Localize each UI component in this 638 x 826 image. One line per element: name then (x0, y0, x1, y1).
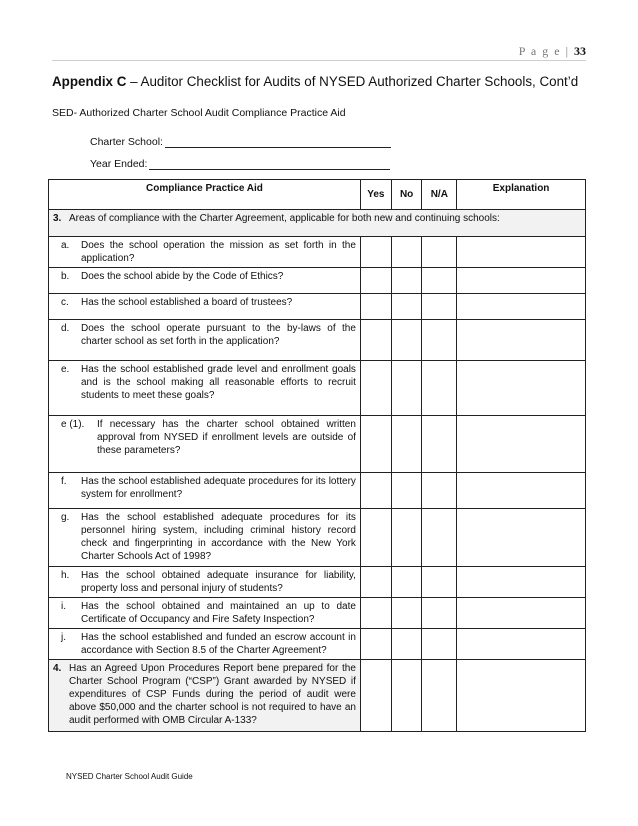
checklist-table (48, 179, 586, 732)
section-4-row: 4. Has an Agreed Upon Procedures Report bene prepared for the Charter School Program (“CSP”) Grant awarded by NYSED if expenditures of CSP Funds during the period of audit were above $50,000 and the charter school is not required to have an audit performed with OMB Circular A-133? (49, 660, 586, 732)
footer: NYSED Charter School Audit Guide (66, 772, 193, 781)
col-na: N/A (422, 180, 457, 210)
explanation-cell[interactable] (457, 598, 586, 629)
table-row: j. Has the school established and funded an escrow account in accordance with Section 8.5 of the Charter Agreement? (49, 629, 586, 660)
yes-cell[interactable] (360, 361, 391, 416)
col-explanation: Explanation (457, 180, 586, 210)
explanation-cell[interactable] (457, 509, 586, 567)
na-cell[interactable] (422, 598, 457, 629)
no-cell[interactable] (391, 320, 422, 361)
no-cell[interactable] (391, 294, 422, 320)
no-cell[interactable] (391, 629, 422, 660)
explanation-cell[interactable] (457, 361, 586, 416)
table-row: e (1). If necessary has the charter school obtained written approval from NYSED if enrollment levels are outside of these parameters? (49, 416, 586, 473)
no-cell[interactable] (391, 509, 422, 567)
na-cell[interactable] (422, 629, 457, 660)
section-3-row: 3. Areas of compliance with the Charter Agreement, applicable for both new and continuing schools: (49, 210, 586, 237)
yes-cell[interactable] (360, 660, 391, 732)
col-aid: Compliance Practice Aid (49, 180, 361, 210)
no-cell[interactable] (391, 416, 422, 473)
table-row: h. Has the school obtained adequate insurance for liability, property loss and personal injury of students? (49, 567, 586, 598)
explanation-cell[interactable] (457, 320, 586, 361)
yes-cell[interactable] (360, 598, 391, 629)
no-cell[interactable] (391, 660, 422, 732)
na-cell[interactable] (422, 320, 457, 361)
na-cell[interactable] (422, 509, 457, 567)
explanation-cell[interactable] (457, 473, 586, 509)
table-row: c. Has the school established a board of trustees? (49, 294, 586, 320)
no-cell[interactable] (391, 473, 422, 509)
explanation-cell[interactable] (457, 416, 586, 473)
no-cell[interactable] (391, 567, 422, 598)
yes-cell[interactable] (360, 629, 391, 660)
explanation-cell[interactable] (457, 567, 586, 598)
na-cell[interactable] (422, 473, 457, 509)
explanation-cell[interactable] (457, 268, 586, 294)
col-no: No (391, 180, 422, 210)
na-cell[interactable] (422, 660, 457, 732)
na-cell[interactable] (422, 567, 457, 598)
no-cell[interactable] (391, 598, 422, 629)
na-cell[interactable] (422, 294, 457, 320)
table-row: b. Does the school abide by the Code of Ethics? (49, 268, 586, 294)
no-cell[interactable] (391, 268, 422, 294)
no-cell[interactable] (391, 361, 422, 416)
explanation-cell[interactable] (457, 629, 586, 660)
table-row: d. Does the school operate pursuant to the by-laws of the charter school as set forth in the application? (49, 320, 586, 361)
explanation-cell[interactable] (457, 294, 586, 320)
table-row: e. Has the school established grade level and enrollment goals and is the school making all reasonable efforts to recruit students to meet these goals? (49, 361, 586, 416)
yes-cell[interactable] (360, 268, 391, 294)
na-cell[interactable] (422, 268, 457, 294)
page-title: Appendix C – Auditor Checklist for Audits of NYSED Authorized Charter Schools, Cont’d (52, 74, 579, 89)
page-number: P a g e | 33 (518, 44, 586, 58)
table-row: a. Does the school operation the mission as set forth in the application? (49, 237, 586, 268)
yes-cell[interactable] (360, 473, 391, 509)
yes-cell[interactable] (360, 320, 391, 361)
subtitle: SED- Authorized Charter School Audit Compliance Practice Aid (52, 107, 346, 119)
table-row: i. Has the school obtained and maintained an up to date Certificate of Occupancy and Fire Safety Inspection? (49, 598, 586, 629)
yes-cell[interactable] (360, 294, 391, 320)
na-cell[interactable] (422, 237, 457, 268)
yes-cell[interactable] (360, 237, 391, 268)
no-cell[interactable] (391, 237, 422, 268)
year-ended-field: Year Ended: (90, 158, 390, 170)
yes-cell[interactable] (360, 567, 391, 598)
na-cell[interactable] (422, 361, 457, 416)
explanation-cell[interactable] (457, 237, 586, 268)
table-row: f. Has the school established adequate procedures for its lottery system for enrollment? (49, 473, 586, 509)
col-yes: Yes (360, 180, 391, 210)
yes-cell[interactable] (360, 509, 391, 567)
header-rule (52, 60, 586, 61)
charter-school-field: Charter School: (90, 136, 391, 148)
header-row (49, 180, 586, 210)
yes-cell[interactable] (360, 416, 391, 473)
na-cell[interactable] (422, 416, 457, 473)
table-row: g. Has the school established adequate procedures for its personnel hiring system, including criminal history record check and fingerprinting in accordance with the New York Charter Schools Act of 1998? (49, 509, 586, 567)
explanation-cell[interactable] (457, 660, 586, 732)
